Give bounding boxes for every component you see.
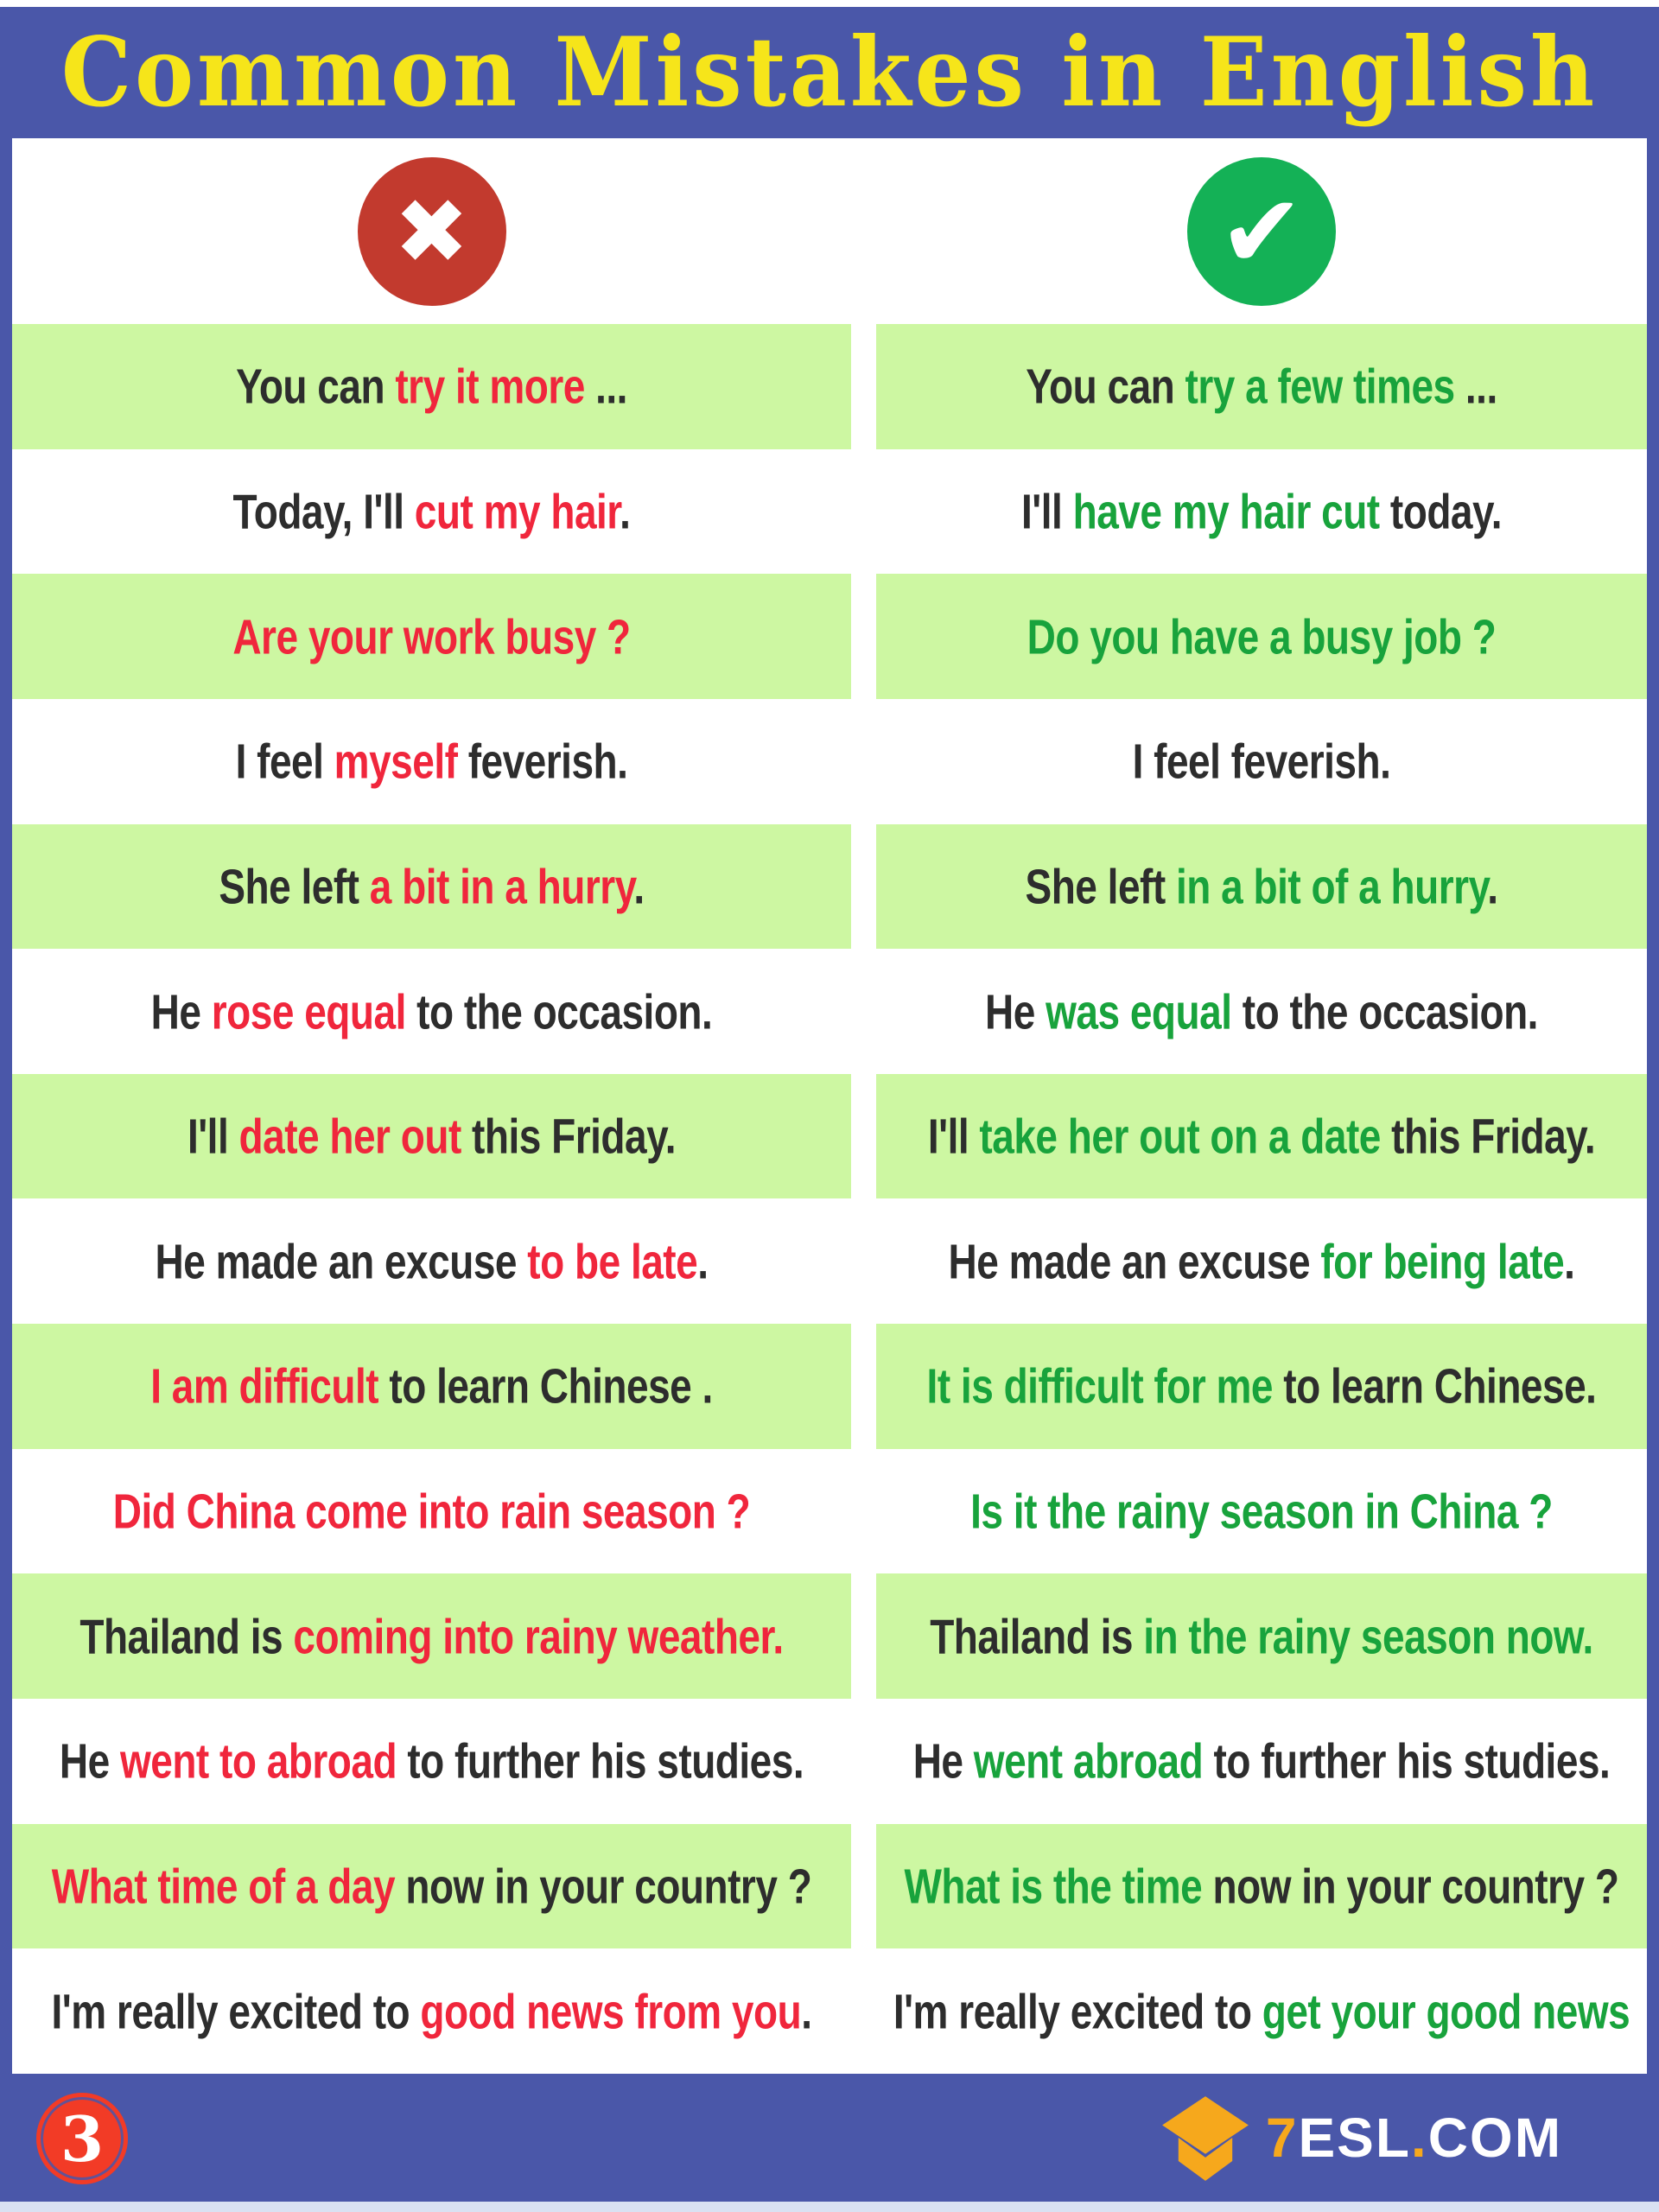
sentence-correct	[970, 1483, 1553, 1540]
correct-cell	[876, 1198, 1647, 1324]
left-frame-border	[0, 138, 12, 2074]
brand-dot: .	[1410, 2107, 1428, 2169]
sentence-wrong	[219, 858, 644, 915]
column-gutter	[851, 1948, 876, 2074]
page-number-badge: 3	[36, 2093, 128, 2184]
wrong-cell	[12, 1948, 851, 2074]
correct-column-header	[876, 138, 1647, 324]
sentence-segment: I'll	[1021, 484, 1073, 539]
sentence-segment: He	[150, 983, 212, 1039]
wrong-cell	[12, 1074, 851, 1199]
sentence-segment: .	[620, 484, 631, 539]
wrong-cell	[12, 699, 851, 824]
sentence-correct	[1027, 608, 1497, 665]
sentence-correct	[1021, 483, 1502, 540]
sentence-segment: rose equal	[211, 983, 406, 1039]
table-row	[12, 1449, 1647, 1574]
sentence-segment: to the occasion.	[405, 983, 713, 1039]
correct-cell	[876, 824, 1647, 950]
sentence-segment: He made an excuse	[155, 1234, 528, 1289]
sentence-segment: I feel	[235, 734, 334, 789]
table-row	[12, 1573, 1647, 1699]
wrong-column-header	[12, 138, 851, 324]
correct-cell	[876, 574, 1647, 699]
sentence-wrong	[236, 733, 628, 790]
wrong-cell	[12, 1699, 851, 1824]
sentence-segment: .	[697, 1234, 709, 1289]
table-row	[12, 1699, 1647, 1824]
sentence-correct	[928, 1108, 1595, 1165]
sentence-segment: cut my hair	[414, 484, 620, 539]
sentence-segment: try it more	[395, 359, 585, 415]
sentence-segment: He made an excuse	[948, 1234, 1321, 1289]
sentence-correct	[930, 1608, 1593, 1665]
wrong-cell	[12, 1449, 851, 1574]
column-gutter	[851, 138, 876, 324]
sentence-wrong	[52, 1983, 812, 2040]
correct-cell	[876, 1824, 1647, 1949]
sentence-correct	[1026, 358, 1497, 415]
sentence-segment: .	[801, 1983, 812, 2039]
sentence-segment: try a few times	[1185, 359, 1455, 415]
column-gutter	[851, 1699, 876, 1824]
sentence-segment: Today, I'll	[232, 484, 415, 539]
sentence-wrong	[79, 1608, 783, 1665]
correct-cell	[876, 699, 1647, 824]
sentence-segment: Do you have a busy job ?	[1027, 608, 1497, 664]
table-row	[12, 574, 1647, 699]
column-gutter	[851, 1074, 876, 1199]
table-row	[12, 324, 1647, 449]
column-icons-row	[12, 138, 1647, 324]
wrong-cell	[12, 1324, 851, 1449]
sentence-correct	[913, 1732, 1611, 1789]
bottom-accent-strip	[0, 2202, 1659, 2212]
brand-com: COM	[1427, 2107, 1562, 2169]
sentence-correct	[985, 983, 1538, 1040]
sentence-segment: to further his studies.	[397, 1733, 804, 1789]
sentence-segment: I feel feverish.	[1132, 734, 1391, 789]
table-row	[12, 1948, 1647, 2074]
sentence-wrong	[60, 1732, 804, 1789]
sentence-wrong	[150, 1357, 713, 1414]
brand-text	[1266, 2106, 1562, 2170]
column-gutter	[851, 1324, 876, 1449]
sentence-correct	[893, 1983, 1630, 2040]
sentence-segment: You can	[236, 359, 396, 415]
check-icon: ✔	[1187, 157, 1336, 306]
wrong-cell	[12, 574, 851, 699]
column-gutter	[851, 824, 876, 950]
sentence-wrong	[155, 1233, 708, 1290]
sentence-segment: to the occasion.	[1231, 983, 1538, 1039]
sentence-segment: good news from you	[420, 1983, 802, 2039]
sentence-segment: date her out	[238, 1109, 461, 1164]
sentence-segment: .	[1564, 1234, 1575, 1289]
brand-logo	[1160, 2093, 1562, 2183]
sentence-correct	[905, 1858, 1619, 1915]
column-gutter	[851, 1449, 876, 1574]
sentence-segment: take her out on a date	[979, 1109, 1381, 1164]
table-row	[12, 1324, 1647, 1449]
wrong-cell	[12, 1198, 851, 1324]
correct-cell	[876, 1948, 1647, 2074]
sentence-wrong	[151, 983, 713, 1040]
sentence-wrong	[236, 358, 627, 415]
sentence-segment: I'm really excited to	[893, 1983, 1262, 2039]
sentence-segment: this Friday.	[461, 1109, 677, 1164]
sentence-segment: .	[1487, 859, 1498, 914]
column-gutter	[851, 574, 876, 699]
sentence-wrong	[232, 608, 630, 665]
page-title: Common Mistakes in English	[60, 16, 1599, 129]
footer	[0, 2074, 1659, 2202]
sentence-segment: went to abroad	[119, 1733, 397, 1789]
sentence-segment: Is it the rainy season in China ?	[970, 1484, 1553, 1539]
sentence-segment: now in your country ?	[1202, 1859, 1619, 1914]
sentence-segment: in the rainy season now.	[1143, 1608, 1593, 1664]
correct-cell	[876, 324, 1647, 449]
sentence-segment: What is the time	[904, 1859, 1203, 1914]
column-gutter	[851, 1824, 876, 1949]
wrong-cell	[12, 1573, 851, 1699]
sentence-segment: have my hair cut	[1072, 484, 1380, 539]
wrong-cell	[12, 949, 851, 1074]
sentence-segment: today.	[1379, 484, 1502, 539]
sentence-segment: She left	[1025, 859, 1176, 914]
sentence-segment: this Friday.	[1380, 1109, 1596, 1164]
table-row	[12, 449, 1647, 575]
sentence-wrong	[188, 1108, 676, 1165]
graduation-cap-icon	[1160, 2093, 1250, 2183]
sentence-segment: was equal	[1046, 983, 1232, 1039]
sentence-segment: in a bit of a hurry	[1175, 859, 1488, 914]
sentence-segment: feverish.	[457, 734, 628, 789]
sentence-correct	[927, 1357, 1597, 1414]
sentence-segment: He	[985, 983, 1046, 1039]
sentence-correct	[1026, 858, 1498, 915]
sentence-segment: You can	[1026, 359, 1185, 415]
sentence-segment: Thailand is	[79, 1608, 294, 1664]
sentence-wrong	[113, 1483, 751, 1540]
wrong-cell	[12, 449, 851, 575]
column-gutter	[851, 1573, 876, 1699]
correct-cell	[876, 1324, 1647, 1449]
table-row	[12, 699, 1647, 824]
column-gutter	[851, 324, 876, 449]
correct-cell	[876, 949, 1647, 1074]
column-gutter	[851, 1198, 876, 1324]
comparison-table	[12, 324, 1647, 2074]
sentence-segment: What time of a day	[51, 1859, 396, 1914]
wrong-cell	[12, 324, 851, 449]
sentence-segment: Are your work busy ?	[232, 608, 631, 664]
sentence-segment: coming into rainy weather.	[293, 1608, 784, 1664]
column-gutter	[851, 949, 876, 1074]
sentence-wrong	[233, 483, 631, 540]
wrong-cell	[12, 1824, 851, 1949]
sentence-segment: to learn Chinese .	[378, 1358, 713, 1414]
column-gutter	[851, 699, 876, 824]
sentence-segment: ...	[584, 359, 627, 415]
table-row	[12, 824, 1647, 950]
column-gutter	[851, 449, 876, 575]
sentence-correct	[1133, 733, 1391, 790]
sentence-segment: for being late	[1320, 1234, 1565, 1289]
sentence-segment: went abroad	[973, 1733, 1204, 1789]
sentence-wrong	[52, 1858, 812, 1915]
brand-seven: 7	[1265, 2107, 1299, 2169]
correct-cell	[876, 1699, 1647, 1824]
sentence-segment: get your good news	[1262, 1983, 1630, 2039]
sentence-segment: She left	[219, 859, 370, 914]
sentence-segment: Thailand is	[930, 1608, 1144, 1664]
correct-cell	[876, 1573, 1647, 1699]
header	[0, 7, 1659, 138]
cross-icon: ✖	[358, 157, 506, 306]
correct-cell	[876, 1074, 1647, 1199]
sentence-segment: He	[912, 1733, 974, 1789]
sentence-segment: myself	[334, 734, 458, 789]
sentence-segment: He	[59, 1733, 120, 1789]
table-row	[12, 1824, 1647, 1949]
sentence-segment: a bit in a hurry	[369, 859, 634, 914]
sentence-segment: Did China come into rain season ?	[112, 1484, 751, 1539]
sentence-segment: I'll	[927, 1109, 980, 1164]
sentence-segment: ...	[1454, 359, 1497, 415]
table-row	[12, 1074, 1647, 1199]
table-row	[12, 1198, 1647, 1324]
right-frame-border	[1647, 138, 1659, 2074]
sentence-segment: .	[633, 859, 645, 914]
correct-cell	[876, 1449, 1647, 1574]
sentence-correct	[949, 1233, 1575, 1290]
sentence-segment: I am difficult	[150, 1358, 379, 1414]
sentence-segment: I'm really excited to	[51, 1983, 421, 2039]
sentence-segment: to learn Chinese.	[1273, 1358, 1597, 1414]
sentence-segment: I'll	[187, 1109, 239, 1164]
table-row	[12, 949, 1647, 1074]
brand-esl: ESL	[1298, 2107, 1411, 2169]
correct-cell	[876, 449, 1647, 575]
sentence-segment: to further his studies.	[1203, 1733, 1611, 1789]
wrong-cell	[12, 824, 851, 950]
sentence-segment: to be late	[527, 1234, 698, 1289]
sentence-segment: now in your country ?	[395, 1859, 812, 1914]
sentence-segment: It is difficult for me	[926, 1358, 1274, 1414]
